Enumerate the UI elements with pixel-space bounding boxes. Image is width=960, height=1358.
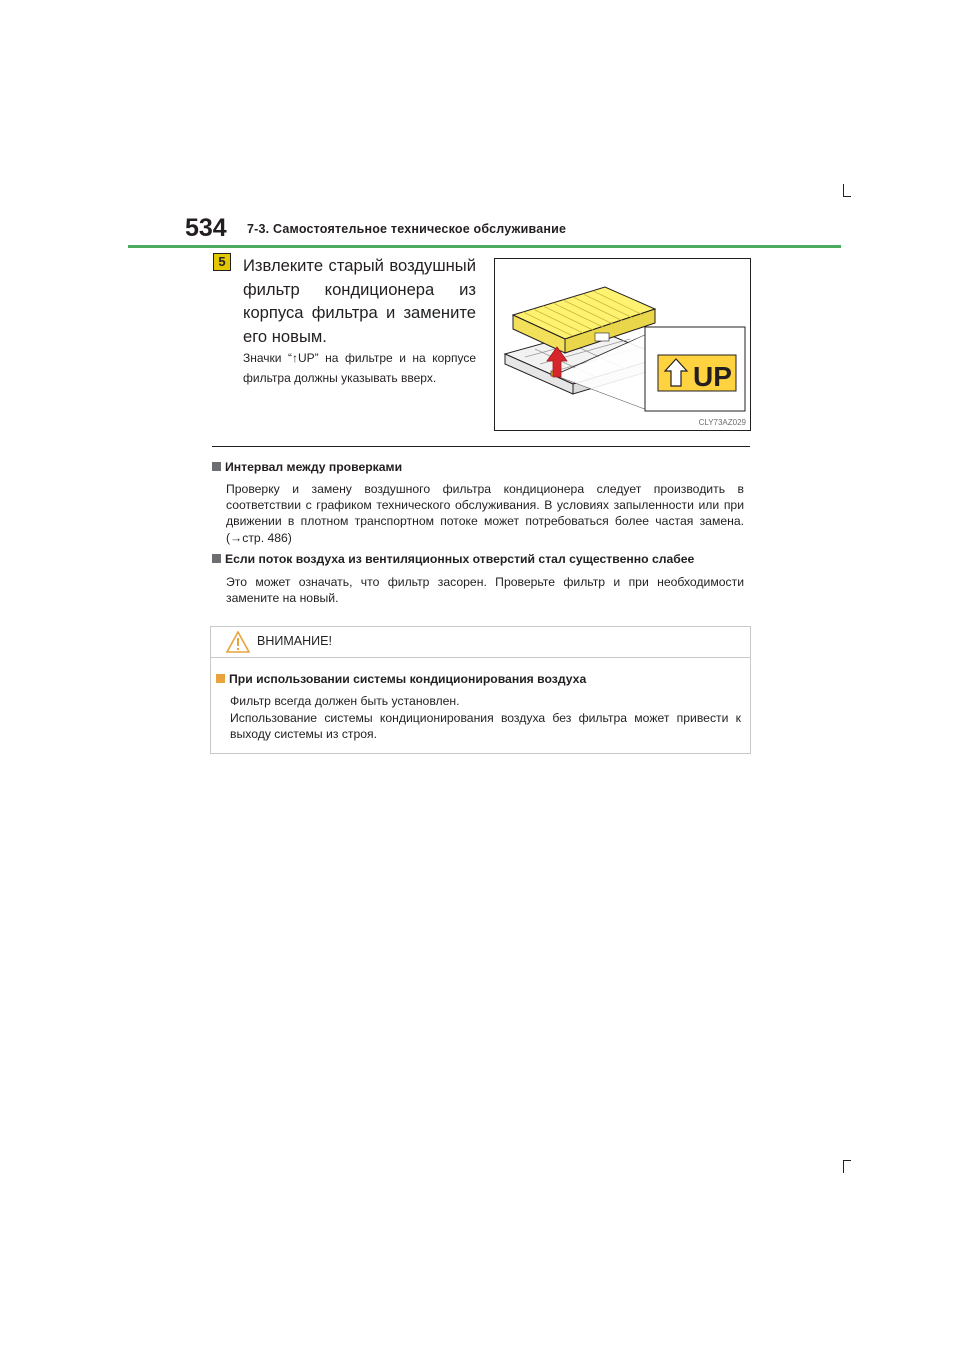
section-bullet-icon [212, 462, 221, 471]
crop-mark-bottom [843, 1160, 844, 1173]
warning-line: Фильтр всегда должен быть установлен. [230, 694, 460, 708]
figure-code: CLY73AZ029 [698, 418, 746, 427]
page-number: 534 [185, 214, 227, 242]
warning-bullet-icon [216, 674, 225, 683]
warning-text [230, 693, 741, 743]
step-instruction: Извлеките старый воздушный фильтр кондиционера из корпуса фильтра и замените его новым. [243, 256, 476, 346]
section-divider [212, 446, 750, 447]
step-number-badge: 5 [213, 253, 231, 271]
warning-triangle-icon [226, 631, 250, 653]
section-heading-text: Интервал между проверками [225, 460, 403, 474]
section-text-interval: Проверку и замену воздушного фильтра кондиционера следует производить в соответствии с графиком технического обслуживания. В условиях запыленности или при движении в плотном транспортном потоке может потребоваться более частая замена. (→стр. 486) [226, 482, 744, 545]
warning-header [211, 627, 750, 658]
crop-mark-top-tick [843, 196, 851, 197]
section-text-airflow: Это может означать, что фильтр засорен. Проверьте фильтр и при необходимости замените на новый. [226, 575, 744, 606]
section-heading-text: Если поток воздуха из вентиляционных отверстий стал существенно слабее [225, 552, 695, 566]
filter-illustration [494, 258, 751, 431]
crop-mark-bottom-tick [843, 1160, 851, 1161]
warning-heading-text: При использовании системы кондиционирования воздуха [229, 672, 587, 686]
header-rule [128, 245, 841, 248]
step-note: Значки “↑UP” на фильтре и на корпусе фильтра должны указывать вверх. [243, 351, 476, 385]
warning-box [210, 626, 751, 754]
section-title: 7-3. Самостоятельное техническое обслуживание [247, 222, 567, 236]
section-heading-airflow [212, 552, 694, 566]
up-label: UP [693, 361, 732, 392]
warning-title: ВНИМАНИЕ! [257, 634, 332, 648]
warning-heading [216, 672, 586, 686]
warning-line: Использование системы кондиционирования воздуха без фильтра может привести к выходу системы из строя. [230, 710, 741, 741]
section-bullet-icon [212, 554, 221, 563]
section-heading-interval [212, 460, 402, 474]
filter-drawing [495, 259, 751, 431]
